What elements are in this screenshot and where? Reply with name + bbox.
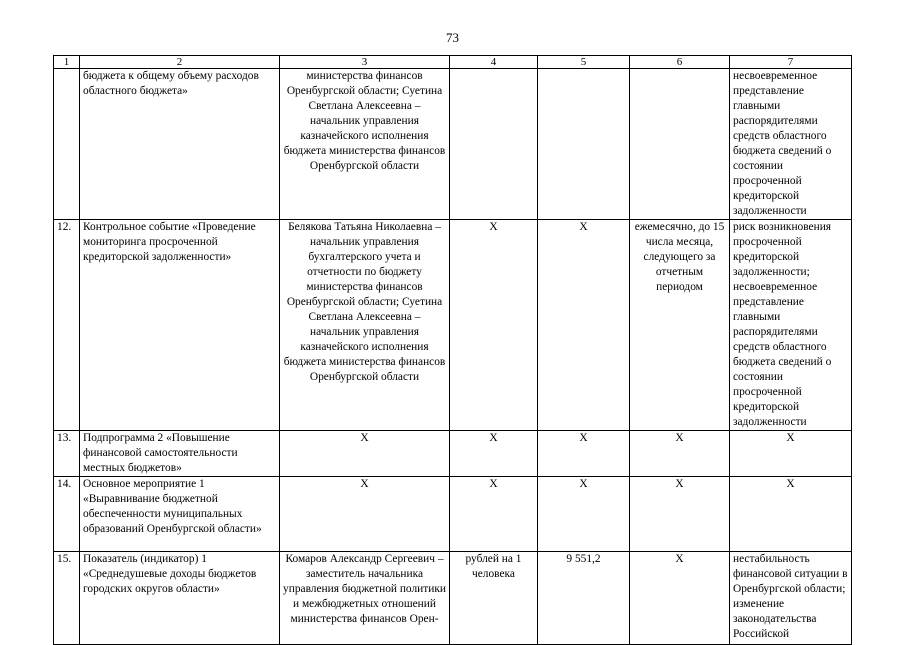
cell-value: 9 551,2 xyxy=(538,552,630,645)
table-row xyxy=(54,552,852,645)
cell-risk: несвоевременное представление главными распорядителями средств областного бюджета сведений о состоянии просроченной кредиторской задолженности xyxy=(730,69,852,220)
table-row xyxy=(54,431,852,477)
cell-name: бюджета к общему объему расходов областного бюджета» xyxy=(80,69,280,220)
row-number xyxy=(54,69,80,220)
cell-term: Х xyxy=(630,431,730,477)
row-number: 14. xyxy=(54,477,80,552)
cell-responsible: Комаров Александр Сергеевич – заместитель начальника управления бюджетной политики и межбюджетных отношений министерства финансов Орен- xyxy=(280,552,450,645)
table-row xyxy=(54,220,852,431)
cell-unit: рублей на 1 человека xyxy=(450,552,538,645)
cell-risk: Х xyxy=(730,431,852,477)
header-cell: 6 xyxy=(630,56,730,69)
cell-name: Контрольное событие «Проведение мониторинга просроченной кредиторской задолженности» xyxy=(80,220,280,431)
table-row xyxy=(54,69,852,220)
cell-responsible: Х xyxy=(280,431,450,477)
table-header-row xyxy=(54,56,852,69)
cell-unit: Х xyxy=(450,220,538,431)
document-table xyxy=(53,55,852,645)
cell-value: Х xyxy=(538,220,630,431)
row-number: 13. xyxy=(54,431,80,477)
header-cell: 4 xyxy=(450,56,538,69)
cell-unit: Х xyxy=(450,431,538,477)
cell-value: Х xyxy=(538,477,630,552)
table-row xyxy=(54,477,852,552)
row-number: 15. xyxy=(54,552,80,645)
header-cell: 7 xyxy=(730,56,852,69)
cell-name: Основное мероприятие 1 «Выравнивание бюджетной обеспеченности муниципальных образований Оренбургской области» xyxy=(80,477,280,552)
cell-name: Показатель (индикатор) 1 «Среднедушевые доходы бюджетов городских округов области» xyxy=(80,552,280,645)
cell-term: Х xyxy=(630,477,730,552)
cell-term: ежемесячно, до 15 числа месяца, следующего за отчетным периодом xyxy=(630,220,730,431)
cell-term xyxy=(630,69,730,220)
cell-responsible: Х xyxy=(280,477,450,552)
header-cell: 1 xyxy=(54,56,80,69)
header-cell: 3 xyxy=(280,56,450,69)
cell-unit xyxy=(450,69,538,220)
cell-risk: риск возникновения просроченной кредиторской задолженности; несвоевременное представление главными распорядителями средств областного бюджета сведений о состоянии просроченной кредиторской задолженности xyxy=(730,220,852,431)
cell-responsible: Белякова Татьяна Николаевна – начальник управления бухгалтерского учета и отчетности по бюджету министерства финансов Оренбургской области; Суетина Светлана Алексеевна – начальник управления казначейского исполнения бюджета министерства финансов Оренбургской области xyxy=(280,220,450,431)
cell-unit: Х xyxy=(450,477,538,552)
cell-responsible: министерства финансов Оренбургской области; Суетина Светлана Алексеевна – начальник управления казначейского исполнения бюджета министерства финансов Оренбургской области xyxy=(280,69,450,220)
header-cell: 5 xyxy=(538,56,630,69)
cell-risk: Х xyxy=(730,477,852,552)
cell-name: Подпрограмма 2 «Повышение финансовой самостоятельности местных бюджетов» xyxy=(80,431,280,477)
cell-value: Х xyxy=(538,431,630,477)
page-number: 73 xyxy=(446,30,459,45)
cell-risk: нестабильность финансовой ситуации в Оренбургской области; изменение законодательства Российской xyxy=(730,552,852,645)
cell-value xyxy=(538,69,630,220)
row-number: 12. xyxy=(54,220,80,431)
cell-term: Х xyxy=(630,552,730,645)
header-cell: 2 xyxy=(80,56,280,69)
